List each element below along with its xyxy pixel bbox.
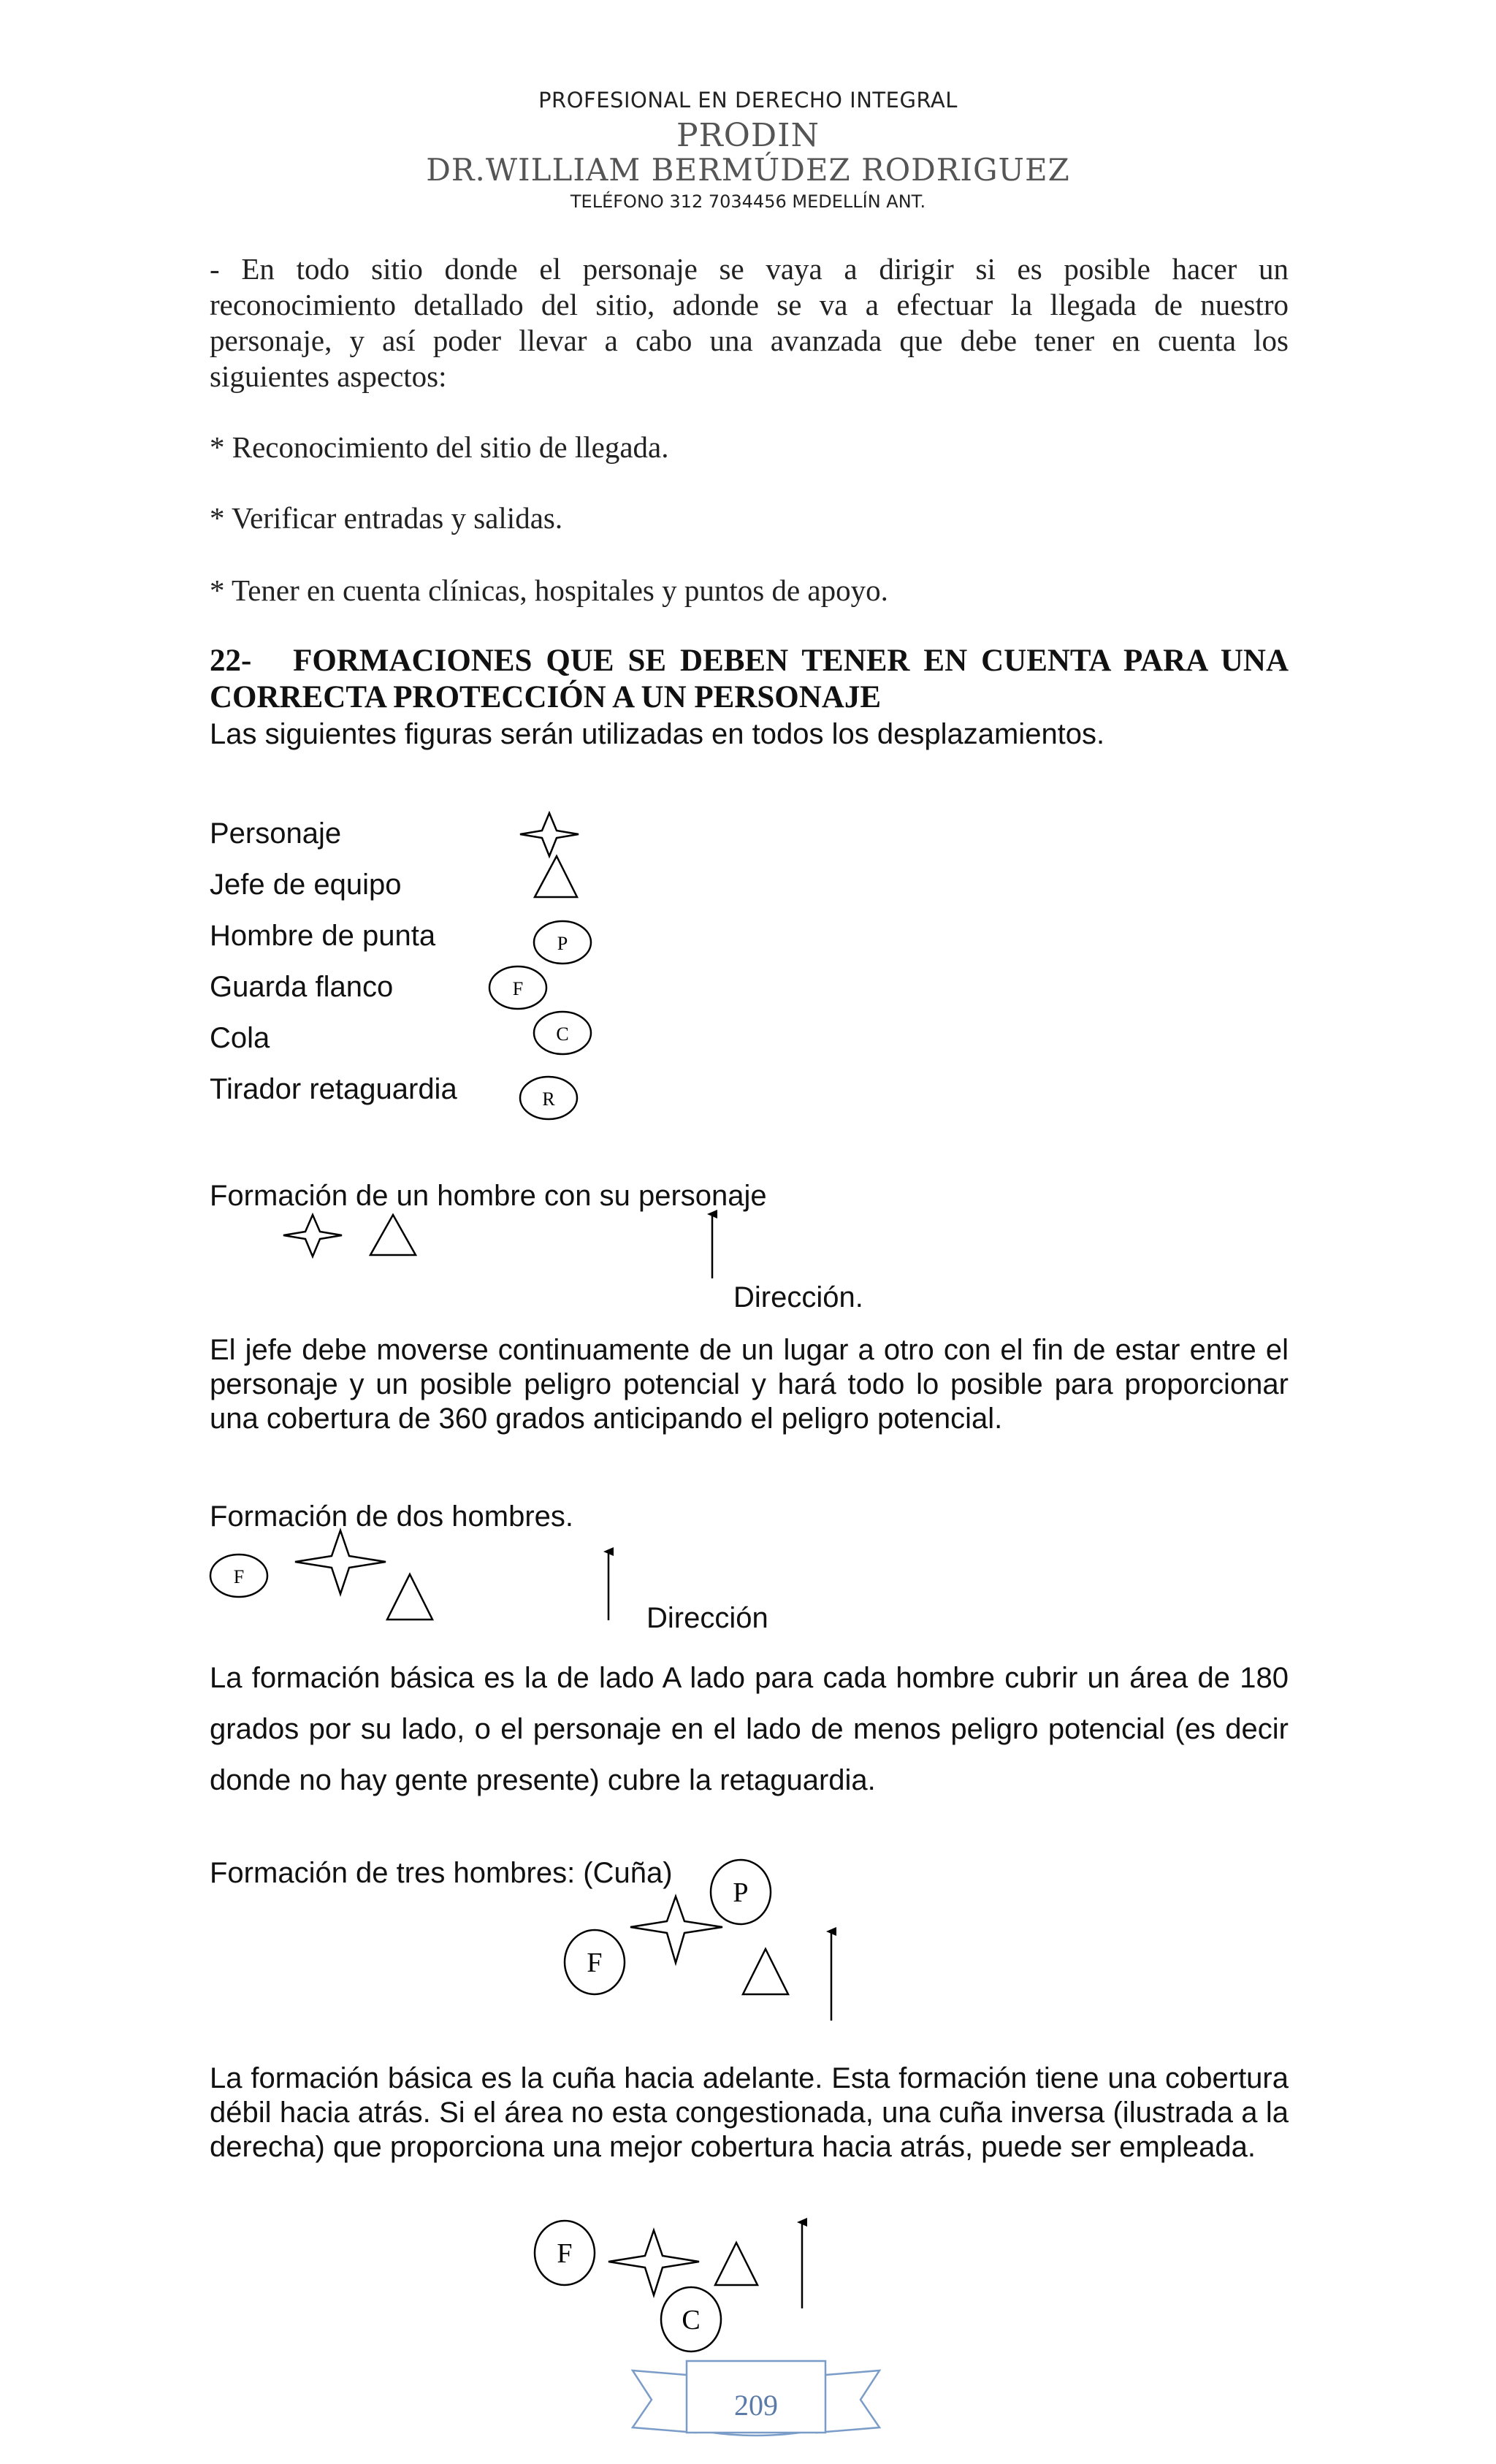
triangle-icon [535, 856, 577, 897]
four-point-star-icon [283, 1215, 342, 1256]
formation1-text: El jefe debe moverse continuamente de un lugar a otro con el fin de estar entre el personaje y un posible peligro potencial y hará todo lo posible para proporcionar una cobertura de 360 grados anticipando el peligro potencial. [210, 1334, 1289, 1435]
header-line-2: PRODIN [676, 117, 820, 154]
circle-f-icon [489, 966, 546, 1009]
bullet-item: * Verificar entradas y salidas. [210, 501, 563, 535]
page-number: 209 [734, 2389, 778, 2422]
four-point-star-icon [630, 1896, 722, 1963]
triangle-icon [387, 1574, 432, 1620]
circle-f-icon [210, 1555, 267, 1597]
section-heading-line: CORRECTA PROTECCIÓN A UN PERSONAJE [210, 680, 882, 714]
page-number-ribbon [633, 2361, 879, 2436]
intro-line: siguientes aspectos: [210, 359, 447, 393]
circle-r-symbol: R [542, 1088, 555, 1110]
intro-line: personaje, y así poder llevar a cabo una avanzada que debe tener en cuenta los [210, 324, 1289, 357]
circle-p-icon [534, 921, 591, 964]
triangle-icon [370, 1215, 416, 1255]
circle-f-icon [565, 1930, 625, 1994]
formation2-title: Formación de dos hombres. [210, 1500, 574, 1533]
bullet-item: * Reconocimiento del sitio de llegada. [210, 430, 669, 464]
circle-f-symbol: F [233, 1566, 245, 1587]
circle-f-icon [535, 2221, 595, 2285]
circle-c-icon [534, 1012, 591, 1054]
formation2-text: La formación básica es la de lado A lado para cada hombre cubrir un área de 180 grados por su lado, o el personaje en el lado de menos peligro potencial (es decir donde no hay gente presente) cubre la retaguardia. [210, 1662, 1289, 1796]
header-line-4: TELÉFONO 312 7034456 MEDELLÍN ANT. [570, 191, 926, 212]
header-line-3: DR.WILLIAM BERMÚDEZ RODRIGUEZ [426, 152, 1070, 188]
circle-f-symbol: F [587, 1948, 603, 1978]
section-heading-line: 22- FORMACIONES QUE SE DEBEN TENER EN CUENTA PARA UNA [210, 644, 1289, 678]
triangle-icon [743, 1949, 788, 1994]
legend-label-cola: Cola [210, 1022, 270, 1054]
circle-p-symbol: P [557, 933, 568, 954]
circle-r-icon [520, 1077, 577, 1119]
legend-label-jefe: Jefe de equipo [210, 869, 402, 901]
four-point-star-icon [295, 1530, 386, 1594]
formation3-text: La formación básica es la cuña hacia adelante. Esta formación tiene una cobertura débil hacia atrás. Si el área no esta congestionada, una cuña inversa (ilustrada a la derecha) que proporciona una mejor cobertura hacia atrás, puede ser empleada. [210, 2062, 1289, 2163]
legend-label-flanco: Guarda flanco [210, 971, 394, 1003]
formation1-direction: Dirección. [733, 1281, 863, 1313]
intro-line: reconocimiento detallado del sitio, adonde se va a efectuar la llegada de nuestro [210, 288, 1289, 321]
circle-p-symbol: P [733, 1877, 749, 1908]
four-point-star-icon [608, 2230, 699, 2295]
formation3-title: Formación de tres hombres: (Cuña) [210, 1857, 673, 1889]
circle-c-symbol: C [682, 2305, 701, 2335]
legend-label-tirador: Tirador retaguardia [210, 1073, 457, 1105]
four-point-star-icon [520, 813, 579, 856]
formation1-title: Formación de un hombre con su personaje [210, 1180, 767, 1212]
circle-f-symbol: F [557, 2238, 573, 2269]
circle-c-symbol: C [556, 1023, 569, 1045]
intro-line: - En todo sitio donde el personaje se vaya a dirigir si es posible hacer un [210, 252, 1289, 286]
bullet-item: * Tener en cuenta clínicas, hospitales y puntos de apoyo. [210, 573, 888, 607]
triangle-icon [715, 2243, 757, 2285]
circle-p-icon [711, 1860, 771, 1924]
legend-label-personaje: Personaje [210, 817, 342, 850]
circle-c-icon [661, 2287, 721, 2352]
legend-label-punta: Hombre de punta [210, 920, 436, 952]
formation2-direction: Dirección [646, 1602, 768, 1634]
header-line-1: PROFESIONAL EN DERECHO INTEGRAL [538, 88, 958, 112]
circle-f-symbol: F [512, 978, 524, 999]
section-subtitle: Las siguientes figuras serán utilizadas en todos los desplazamientos. [210, 718, 1105, 750]
